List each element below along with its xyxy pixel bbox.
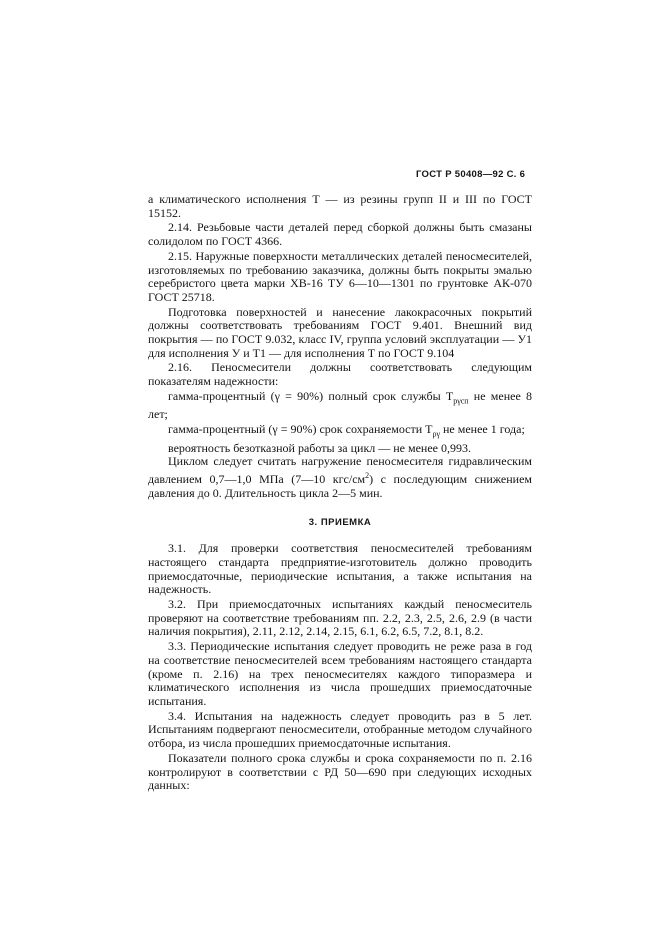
paragraph-gamma-storage (148, 423, 532, 441)
cycle-text: Циклом следует считать нагружение пеносмесителя гидравлическим давлением 0,7—1,0 МПа (7—10 кгс/см (148, 454, 532, 487)
document-body (148, 193, 532, 793)
gamma-storage-text: гамма-процентный (γ = 90%) срок сохраняемости T (168, 421, 433, 436)
paragraph-probability: вероятность безотказной работы за цикл — не менее 0,993. (168, 440, 472, 455)
paragraph-continuation: а климатического исполнения Т — из резины групп II и III по ГОСТ 15152. (148, 192, 532, 220)
paragraph-surface-prep: Подготовка поверхностей и нанесение лакокрасочных покрытий должны соответствовать требованиям ГОСТ 9.401. Внешний вид покрытия — по ГОСТ 9.032, класс IV, группа условий эксплуатации — У1 для исполнения У и Т1 — для исполнения Т по ГОСТ 9.104 (148, 304, 532, 360)
gamma-storage-tail: не менее 1 года; (440, 421, 525, 436)
cycle-tail: ) с последующим снижением давления до 0. Длительность цикла 2—5 мин. (148, 472, 533, 500)
gamma-storage-subscript: ργ (432, 429, 440, 439)
paragraph-3-2: 3.2. При приемосдаточных испытаниях каждый пеносмеситель проверяют на соответствие требованиям пп. 2.2, 2.3, 2.5, 2.6, 2.9 (в части наличия покрытия), 2.11, 2.12, 2.14, 2.15, 6.1, 6.2, 6.5, 7.2, 8.1, 8.2. (148, 597, 532, 639)
paragraph-gamma-service-life (148, 390, 532, 422)
gamma-service-life-tail: не менее 8 лет; (148, 388, 532, 421)
page-header: ГОСТ Р 50408—92 С. 6 (416, 169, 526, 180)
paragraph-3-3: 3.3. Периодические испытания следует проводить не реже раза в год на соответствие пеносмесителей всем требованиям настоящего стандарта (кроме п. 2.16) на трех пеносмесителях каждого типоразмера и климатического исполнения из числа прошедших приемосдаточные испытания. (148, 639, 532, 708)
paragraph-indicators: Показатели полного срока службы и срока сохраняемости по п. 2.16 контролируют в соответствии с РД 50—690 при следующих исходных данных: (148, 750, 532, 793)
section-3-heading: 3. ПРИЕМКА (308, 516, 372, 528)
paragraph-3-1: 3.1. Для проверки соответствия пеносмесителей требованиям настоящего стандарта предприятие-изготовитель должно проводить приемосдаточные, периодические испытания, а также испытания на надежность. (148, 541, 532, 597)
paragraph-2-16: 2.16. Пеносмесители должны соответствовать следующим показателям надежности: (148, 360, 532, 389)
paragraph-3-4: 3.4. Испытания на надежность следует проводить раз в 5 лет. Испытаниям подвергают пеносмесители, отобранные методом случайного отбора, из числа прошедших приемосдаточные испытания. (148, 708, 532, 751)
paragraph-cycle-definition (148, 455, 532, 500)
gamma-service-life-subscript: рγсп (453, 396, 469, 406)
cycle-superscript: 2 (365, 471, 370, 481)
paragraph-2-14: 2.14. Резьбовые части деталей перед сборкой должны быть смазаны солидолом по ГОСТ 4366. (148, 220, 532, 249)
paragraph-2-15: 2.15. Наружные поверхности металлических деталей пеносмесителей, изготовляемых по требованию заказчика, должны быть покрыты эмалью серебристого цвета марки ХВ-16 ТУ 6—10—1301 по грунтовке АК-070 ГОСТ 25718. (148, 248, 532, 304)
gamma-service-life-text: гамма-процентный (γ = 90%) полный срок службы T (168, 388, 454, 403)
